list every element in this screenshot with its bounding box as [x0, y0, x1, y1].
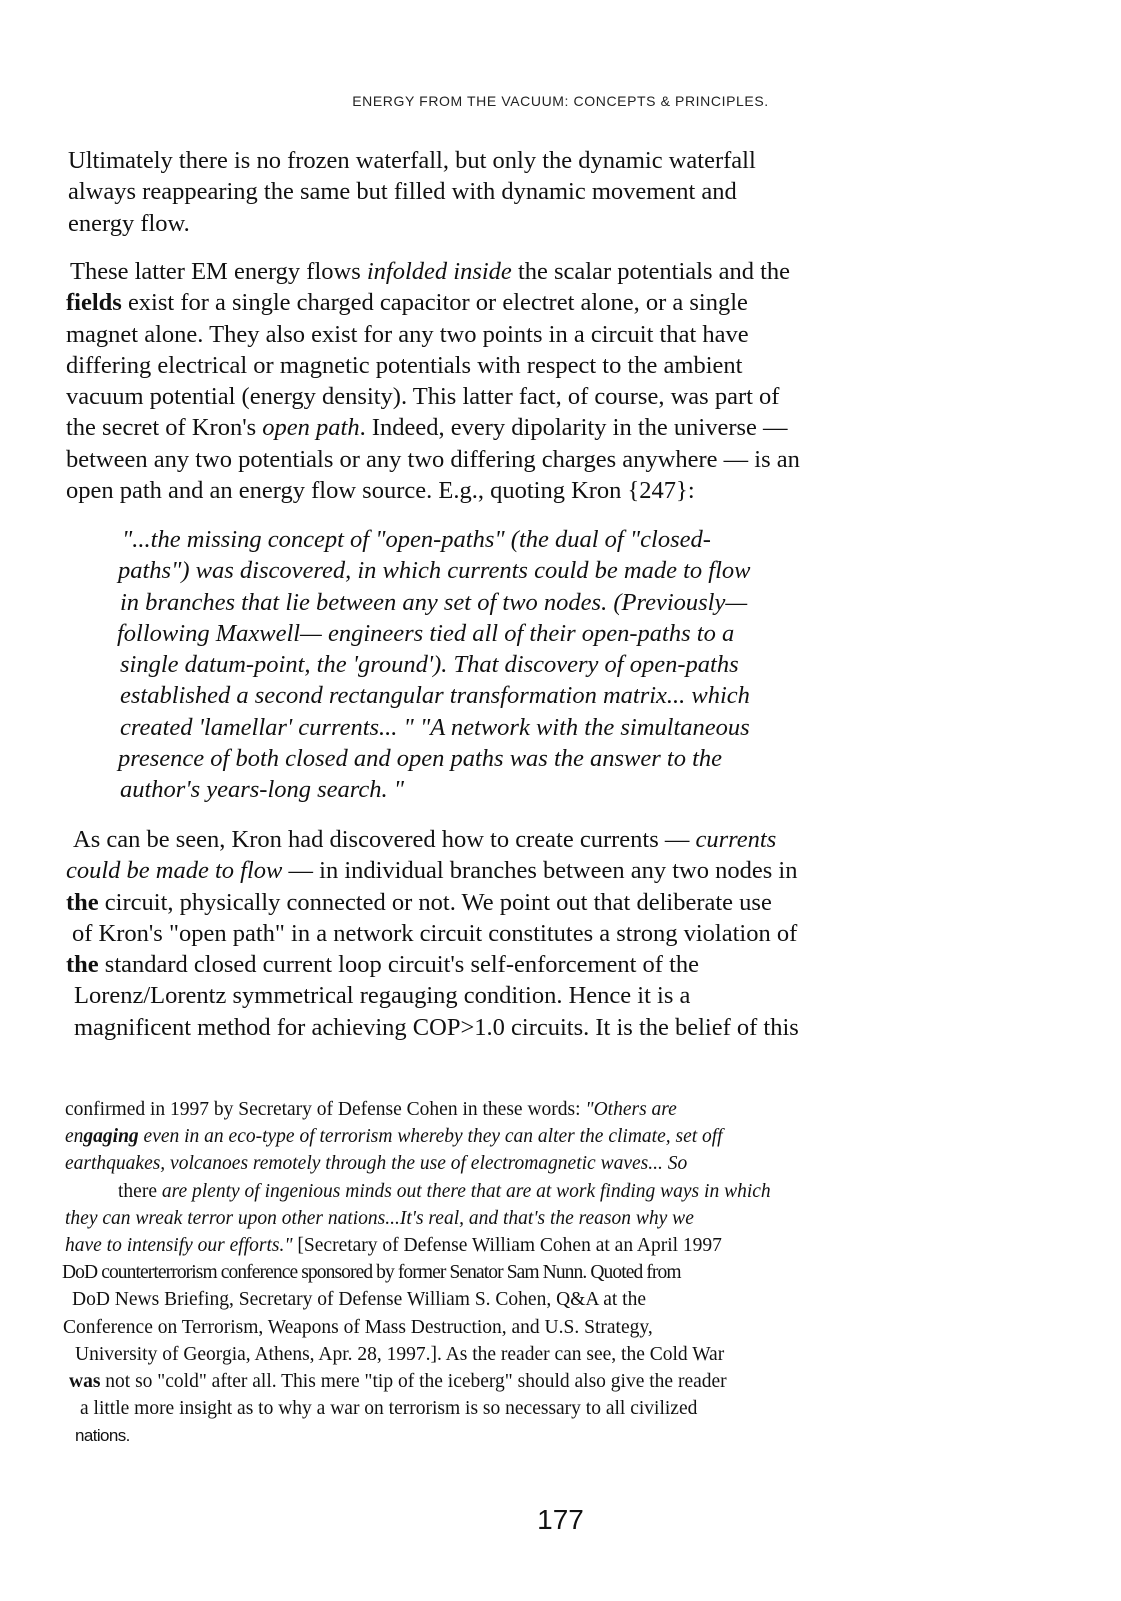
quote-line: in branches that lie between any set of two nodes. (Previously— [120, 588, 748, 616]
paragraph-1 [68, 145, 918, 239]
text-line: magnet alone. They also exist for any two points in a circuit that have [66, 320, 749, 348]
footnote-line: a little more insight as to why a war on terrorism is so necessary to all civilized [80, 1398, 698, 1420]
quote-line: paths") was discovered, in which currents could be made to flow [118, 557, 751, 585]
text-line [66, 256, 916, 287]
text-run: not so "cold" after all. This mere "tip of the iceberg" should also give the reader [100, 1371, 727, 1393]
paragraph-3 [66, 824, 916, 1043]
quote-line: single datum-point, the 'ground'). That discovery of open-paths [120, 651, 739, 679]
footnote-line: DoD counterterrorism conference sponsored by former Senator Sam Nunn. Quoted from [62, 1262, 681, 1284]
quote-line: presence of both closed and open paths was the answer to the [118, 745, 723, 773]
text-line: differing electrical or magnetic potentials with respect to the ambient [66, 351, 743, 379]
text-line [66, 887, 916, 918]
footnote-line: nations. [75, 1426, 130, 1446]
text-run: — in individual branches between any two nodes in [282, 857, 798, 885]
italic-run: they can wreak terror upon other nations...It's real, and that's the reason why we [65, 1207, 694, 1229]
text-run: exist for a single charged capacitor or electret alone, or a single [121, 289, 748, 317]
footnote-line [62, 1205, 922, 1232]
text-line: Ultimately there is no frozen waterfall, but only the dynamic waterfall [68, 147, 756, 174]
block-quote [115, 524, 895, 806]
text-line: magnificent method for achieving COP>1.0 circuits. It is the belief of this [74, 1013, 799, 1041]
quote-line: author's years-long search. " [120, 776, 405, 804]
text-run: there [118, 1180, 162, 1202]
italic-run: could be made to flow [66, 857, 283, 885]
text-run: the secret of Kron's [66, 414, 263, 442]
quote-line: created 'lamellar' currents... " "A network with the simultaneous [120, 713, 750, 741]
footnote-line: DoD News Briefing, Secretary of Defense William S. Cohen, Q&A at the [72, 1289, 646, 1311]
italic-run: earthquakes, volcanoes remotely through the use of electromagnetic waves... So [65, 1153, 688, 1175]
bold-run: the [66, 888, 99, 916]
text-line: Lorenz/Lorentz symmetrical regauging condition. Hence it is a [74, 982, 691, 1010]
text-line: always reappearing the same but filled with dynamic movement and [68, 178, 737, 206]
text-run: confirmed in 1997 by Secretary of Defense Cohen in these words: [65, 1099, 586, 1120]
bold-run: the [66, 951, 99, 979]
footnote [62, 1096, 922, 1450]
text-run: [Secretary of Defense William Cohen at an April 1997 [292, 1235, 722, 1257]
text-run: the scalar potentials and the [511, 258, 791, 285]
italic-run: are plenty of ingenious minds out there that are at work finding ways in which [161, 1180, 771, 1202]
italic-run: currents [695, 826, 777, 853]
text-run: As can be seen, Kron had discovered how to create currents — [73, 826, 696, 853]
footnote-line [62, 1368, 922, 1395]
italic-run: infolded inside [366, 258, 512, 285]
running-header: ENERGY FROM THE VACUUM: CONCEPTS & PRINCIPLES. [352, 93, 769, 109]
text-line: of Kron's "open path" in a network circuit constitutes a strong violation of [72, 919, 798, 947]
text-line: vacuum potential (energy density). This latter fact, of course, was part of [66, 383, 780, 411]
footnote-line [62, 1150, 922, 1177]
italic-run: "Others are [585, 1099, 677, 1120]
text-line: energy flow. [68, 209, 190, 237]
text-line [66, 949, 916, 980]
footnote-line [62, 1123, 922, 1150]
quote-line: "...the missing concept of "open-paths" (the dual of "closed- [122, 526, 711, 553]
text-run: These latter EM energy flows [70, 258, 367, 285]
bold-run: fields [66, 289, 122, 317]
quote-line: following Maxwell— engineers tied all of their open-paths to a [117, 619, 735, 647]
quote-line: established a second rectangular transformation matrix... which [120, 682, 750, 710]
bold-run: was [69, 1371, 101, 1393]
text-line: between any two potentials or any two differing charges anywhere — is an [66, 445, 800, 473]
text-run: circuit, physically connected or not. We point out that deliberate use [98, 888, 772, 916]
text-line [66, 287, 916, 318]
footnote-line: Conference on Terrorism, Weapons of Mass Destruction, and U.S. Strategy, [63, 1316, 653, 1338]
bold-italic-run: gaging [83, 1126, 139, 1148]
page-number: 177 [537, 1504, 584, 1535]
italic-run: en [65, 1126, 84, 1148]
text-line [66, 824, 916, 855]
text-line: open path and an energy flow source. E.g., quoting Kron {247}: [66, 477, 695, 505]
footnote-line [62, 1232, 922, 1259]
text-line [66, 412, 916, 443]
italic-run: even in an eco-type of terrorism whereby they can alter the climate, set off [138, 1126, 723, 1148]
footnote-line [62, 1096, 922, 1123]
paragraph-2 [66, 256, 916, 506]
footnote-line: University of Georgia, Athens, Apr. 28, 1997.]. As the reader can see, the Cold War [75, 1343, 725, 1365]
footnote-line [62, 1178, 922, 1205]
text-run: standard closed current loop circuit's self-enforcement of the [98, 951, 700, 979]
italic-run: have to intensify our efforts." [65, 1235, 293, 1257]
text-run: . Indeed, every dipolarity in the universe — [359, 414, 788, 442]
italic-run: open path [262, 414, 360, 442]
text-line [66, 855, 916, 886]
